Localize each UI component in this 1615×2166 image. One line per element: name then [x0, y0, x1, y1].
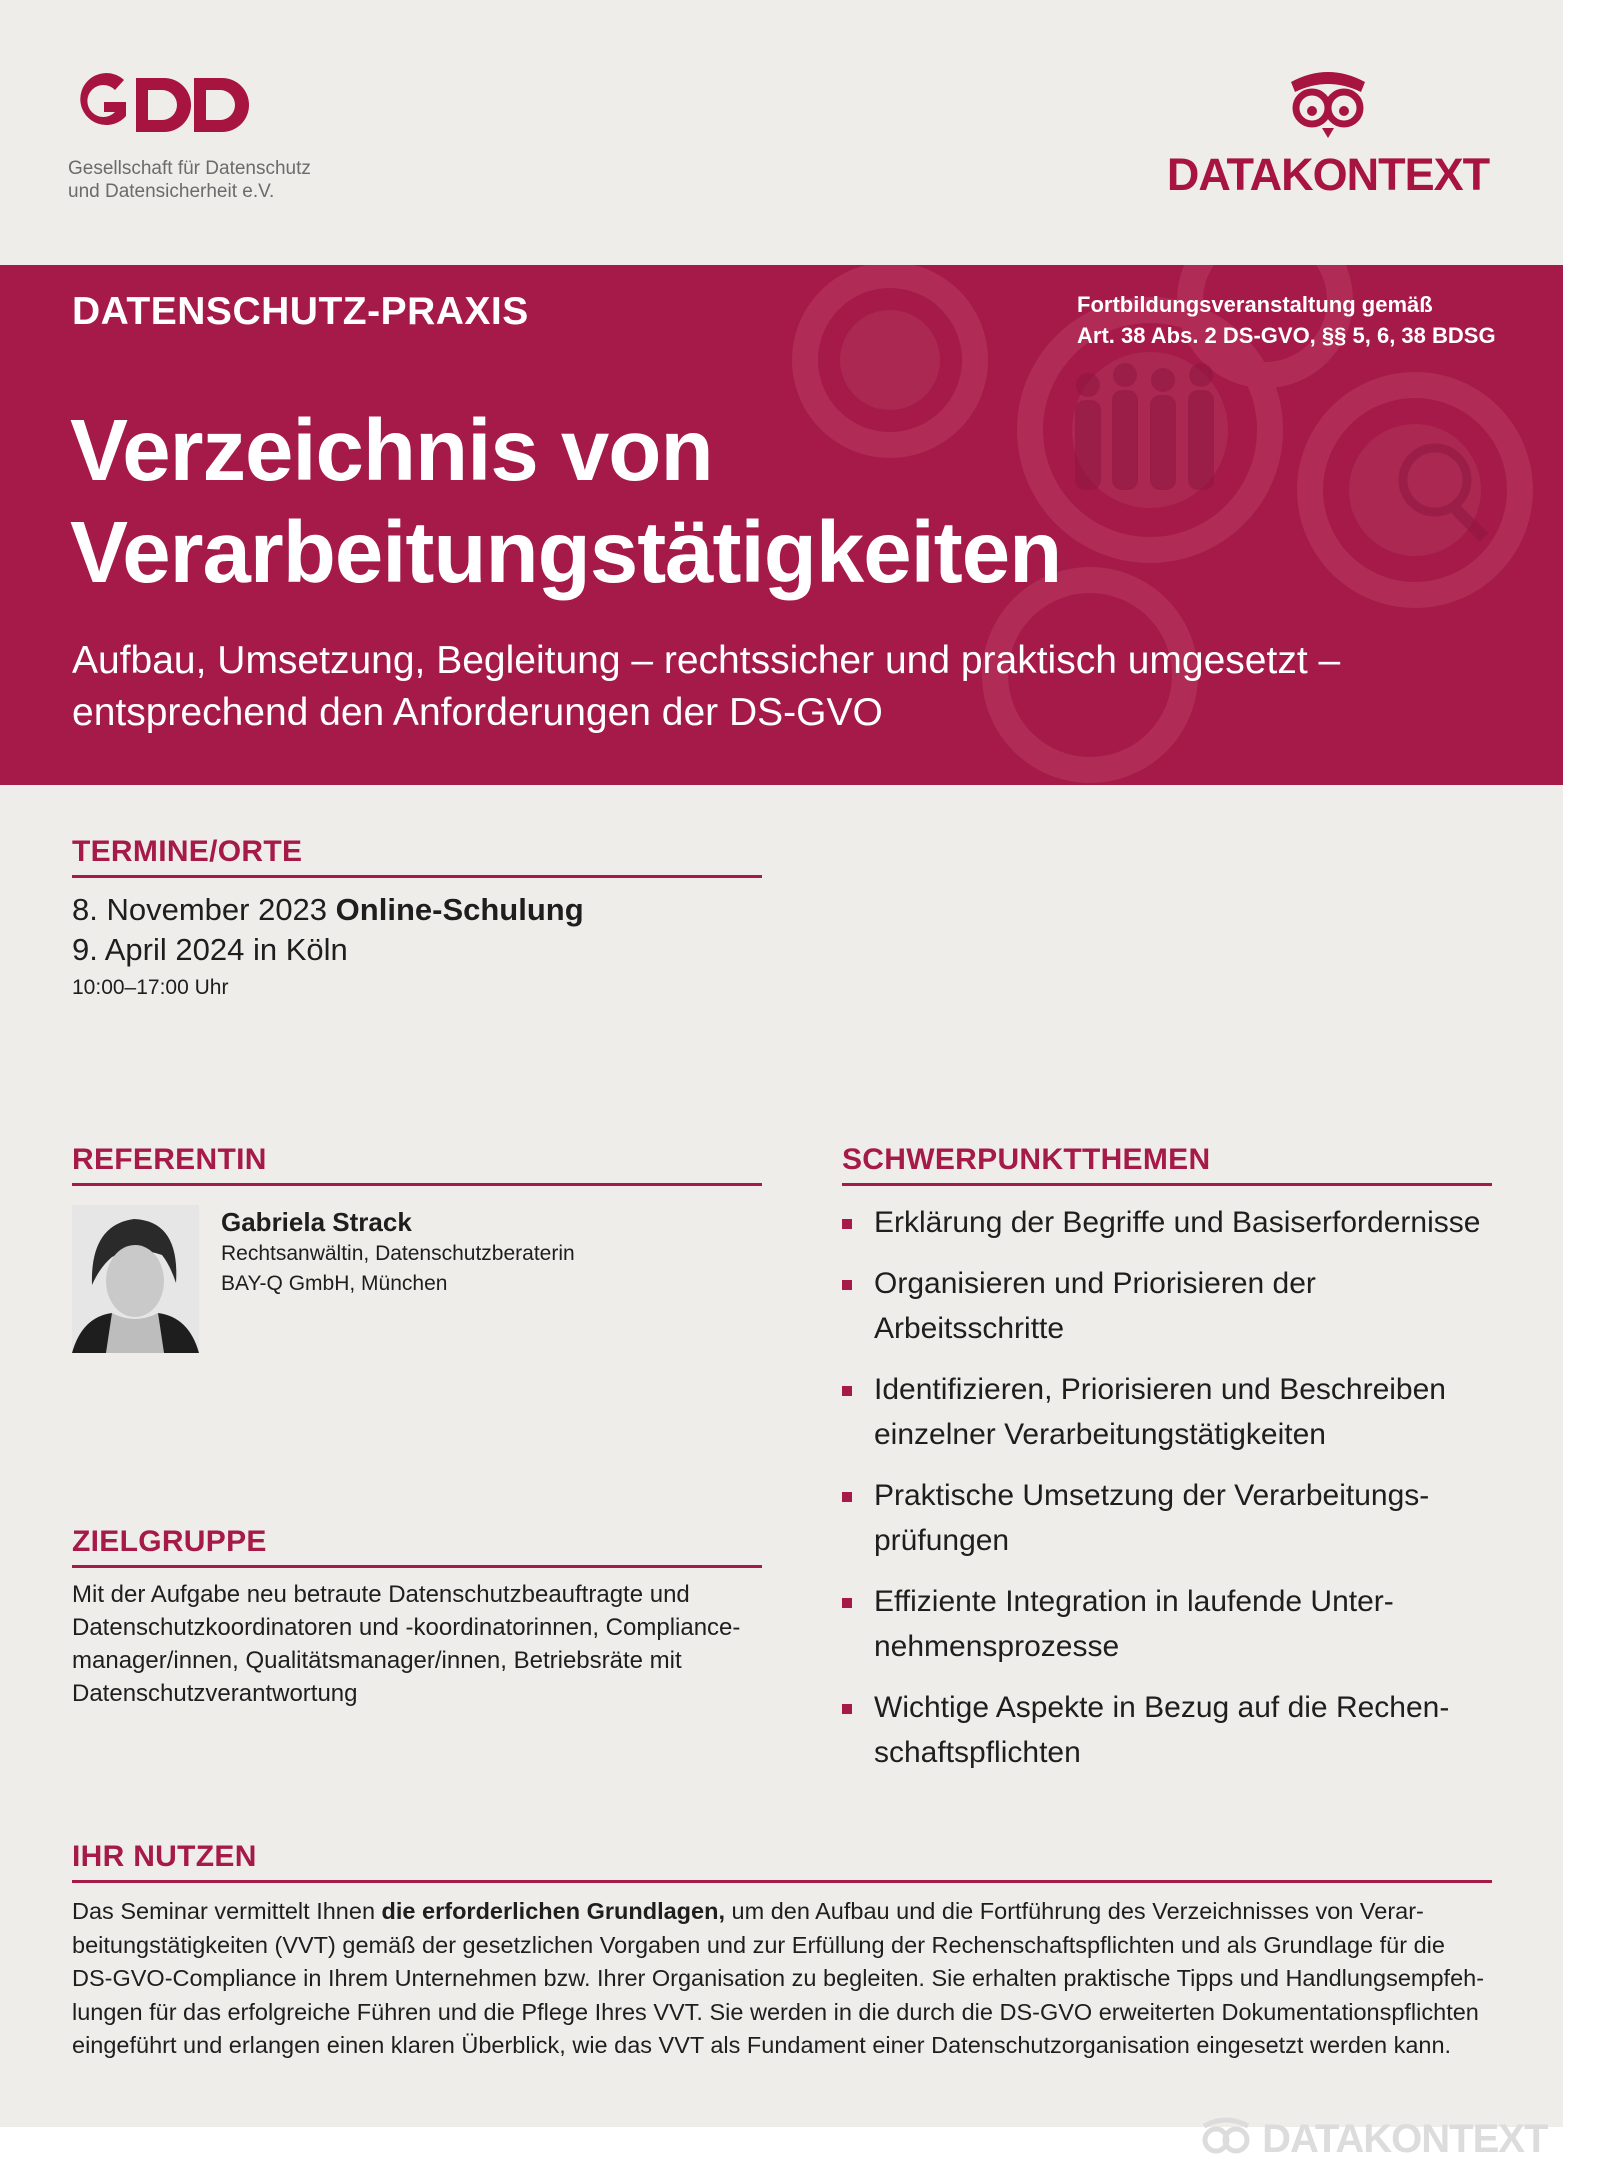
- date-line: 9. April 2024 in Köln: [72, 932, 348, 967]
- nutzen-line: eingeführt und erlangen einen klaren Überblick, wie das VVT als Fundament einer Datenschutzorganisation eingesetzt werden kann.: [72, 2032, 1452, 2058]
- topic-line: Organisieren und Priorisieren der Arbeitsschritte: [874, 1267, 1316, 1345]
- date-place: Online-Schulung: [335, 892, 584, 927]
- topic-item: [842, 1200, 1502, 1245]
- series-label: DATENSCHUTZ-PRAXIS: [72, 290, 529, 333]
- owl-icon: [1283, 66, 1373, 142]
- topic-line: Erklärung der Begriffe und Basiserfordernisse: [874, 1206, 1481, 1239]
- nutzen-text-run: Das Seminar vermittelt Ihnen: [72, 1898, 382, 1924]
- bullet-square-icon: [842, 1219, 852, 1229]
- zielgruppe-text: [72, 1578, 762, 1710]
- topic-item: [842, 1473, 1502, 1563]
- event-title: [70, 400, 1061, 604]
- topic-line: schaftspflichten: [874, 1736, 1081, 1769]
- schwerpunkte-heading: SCHWERPUNKTTHEMEN: [842, 1143, 1492, 1186]
- dates-block: [72, 890, 584, 1006]
- nutzen-line: beitungstätigkeiten (VVT) gemäß der gesetzlichen Vorgaben und zur Erfüllung der Rechenschaftspflichten und als Grundlage für die: [72, 1931, 1445, 1958]
- owl-icon: [1200, 2116, 1252, 2158]
- footer-datakontext-logo: [1200, 2116, 1547, 2162]
- datakontext-logo: [1165, 66, 1491, 201]
- gdd-subtitle-line: Gesellschaft für Datenschutz: [68, 158, 311, 179]
- termine-heading: TERMINE/ORTE: [72, 835, 762, 878]
- event-subtitle-line: Aufbau, Umsetzung, Begleitung – rechtssicher und praktisch umgesetzt –: [72, 639, 1341, 682]
- topic-line: Praktische Umsetzung der Verarbeitungs-: [874, 1479, 1430, 1512]
- accreditation-line: Fortbildungsveranstaltung gemäß: [1077, 292, 1433, 317]
- zielgruppe-heading: ZIELGRUPPE: [72, 1525, 762, 1568]
- speaker-name: Gabriela Strack: [221, 1207, 412, 1237]
- event-subtitle: [72, 635, 1340, 739]
- topic-item: [842, 1261, 1502, 1351]
- bullet-square-icon: [842, 1704, 852, 1714]
- nutzen-line: DS-GVO-Compliance in Ihrem Unternehmen bzw. Ihrer Organisation zu begleiten. Sie erhalten praktische Tipps und Handlungsempfeh-: [72, 1965, 1485, 1991]
- gdd-subtitle-line: und Datensicherheit e.V.: [68, 181, 275, 202]
- topics-list: [842, 1200, 1502, 1791]
- bullet-square-icon: [842, 1598, 852, 1608]
- title-banner: [0, 265, 1563, 785]
- datakontext-wordmark: DATAKONTEXT: [1166, 149, 1490, 200]
- date-text: 8. November 2023: [72, 892, 328, 927]
- gdd-logo-subtitle: [68, 157, 311, 203]
- topic-line: Wichtige Aspekte in Bezug auf die Rechen-: [874, 1691, 1450, 1724]
- zielgruppe-line: Mit der Aufgabe neu betraute Datenschutzbeauftragte und: [72, 1581, 690, 1608]
- topic-item: [842, 1579, 1502, 1669]
- event-title-line: Verzeichnis von: [70, 402, 713, 499]
- event-title-line: Verarbeitungstätigkeiten: [70, 504, 1062, 601]
- zielgruppe-line: Datenschutzverantwortung: [72, 1680, 358, 1707]
- nutzen-line: lungen für das erfolgreiche Führen und die Pflege Ihres VVT. Sie werden in die durch die DS-GVO erweiterten Dokumentationspflichten: [72, 1998, 1479, 2025]
- speaker-role: Rechtsanwältin, Datenschutzberaterin: [221, 1242, 575, 1265]
- topic-line: Effiziente Integration in laufende Unter-: [874, 1585, 1394, 1618]
- speaker-company: BAY-Q GmbH, München: [221, 1272, 448, 1295]
- speaker-details: [221, 1205, 641, 1299]
- event-subtitle-line: entsprechend den Anforderungen der DS-GVO: [72, 691, 883, 734]
- bullet-square-icon: [842, 1492, 852, 1502]
- topic-item: [842, 1367, 1502, 1457]
- speaker-photo: [72, 1205, 199, 1353]
- referentin-heading: REFERENTIN: [72, 1143, 762, 1186]
- zielgruppe-line: manager/innen, Qualitätsmanager/innen, Betriebsräte mit: [72, 1647, 682, 1674]
- topic-item: [842, 1685, 1502, 1775]
- nutzen-emphasis: die erforderlichen Grundlagen,: [381, 1898, 725, 1924]
- topic-line: Identifizieren, Priorisieren und Beschreiben: [874, 1373, 1446, 1406]
- zielgruppe-line: Datenschutzkoordinatoren und -koordinatorinnen, Compliance-: [72, 1614, 741, 1641]
- nutzen-line: [72, 1895, 1492, 1929]
- accreditation-note: [1077, 289, 1496, 351]
- nutzen-heading: IHR NUTZEN: [72, 1840, 1492, 1883]
- nutzen-text: [72, 1895, 1492, 2063]
- topic-line: nehmensprozesse: [874, 1630, 1120, 1663]
- time-text: 10:00–17:00 Uhr: [72, 976, 229, 999]
- bullet-square-icon: [842, 1386, 852, 1396]
- bullet-square-icon: [842, 1280, 852, 1290]
- footer-wordmark: DATAKONTEXT: [1262, 2117, 1548, 2161]
- date-line: [72, 890, 584, 930]
- accreditation-line: Art. 38 Abs. 2 DS-GVO, §§ 5, 6, 38 BDSG: [1077, 323, 1496, 348]
- topic-line: einzelner Verarbeitungstätigkeiten: [874, 1418, 1326, 1451]
- gdd-logo-mark: [68, 72, 253, 138]
- nutzen-text-run: um den Aufbau und die Fortführung des Verzeichnisses von Verar-: [724, 1898, 1424, 1924]
- gdd-logo: [68, 72, 311, 203]
- topic-line: prüfungen: [874, 1524, 1010, 1557]
